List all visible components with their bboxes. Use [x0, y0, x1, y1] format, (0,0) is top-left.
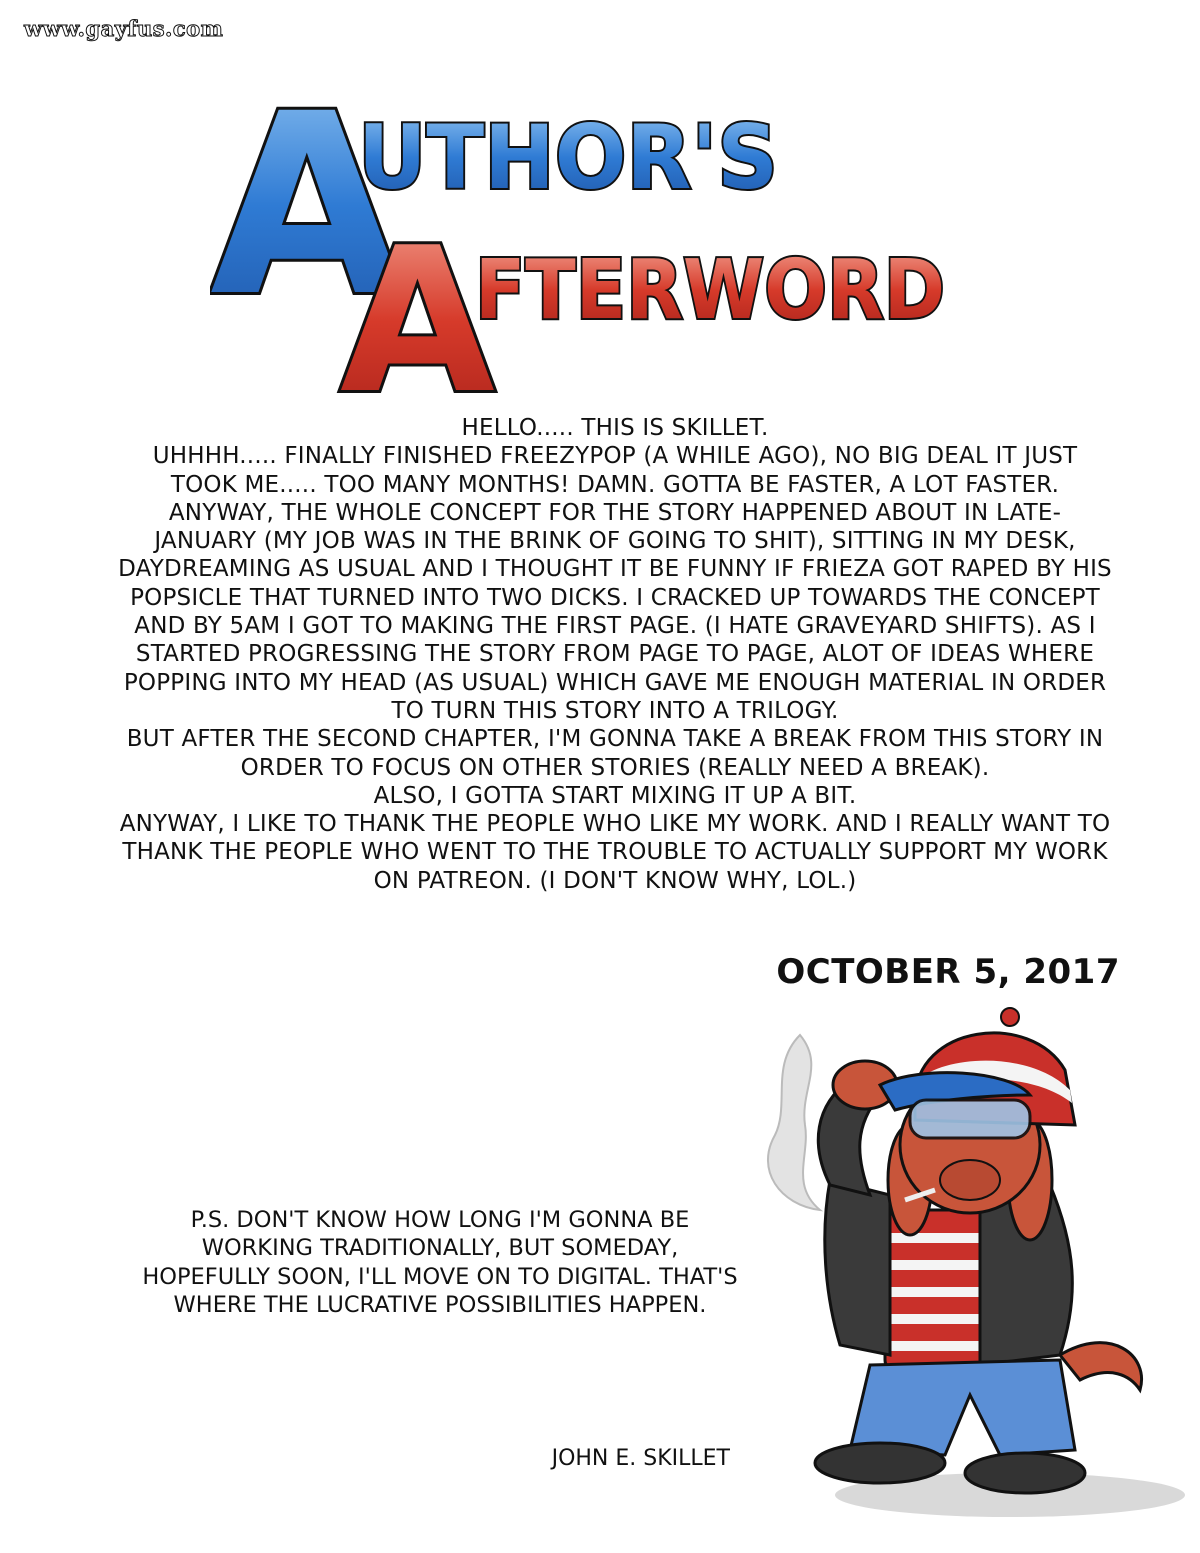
postscript: P.S. DON'T KNOW HOW LONG I'M GONNA BE WORKING TRADITIONALLY, BUT SOMEDAY, HOPEFULLY SOON, I'LL MOVE ON TO DIGITAL. THAT'S WHERE THE LUCRATIVE POSSIBILITIES HAPPEN.	[142, 1207, 738, 1319]
signature: JOHN E. SKILLET	[551, 1446, 730, 1471]
title-lettering	[210, 60, 990, 400]
jeans	[850, 1360, 1075, 1455]
title-afterword: FTERWORD	[475, 243, 945, 338]
title-big-a-red: A	[340, 205, 495, 400]
right-shoe	[965, 1453, 1085, 1493]
body-paragraph: ANYWAY, THE WHOLE CONCEPT FOR THE STORY HAPPENED ABOUT IN LATE-JANUARY (MY JOB WAS IN THE BRINK OF GOING TO SHIT), SITTING IN MY DESK, DAYDREAMING AS USUAL AND I THOUGHT IT BE FUNNY IF FRIEZA GOT RAPED BY HIS POPSICLE THAT TURNED INTO TWO DICKS. I CRACKED UP TOWARDS THE CONCEPT AND BY 5AM I GOT TO MAKING THE FIRST PAGE. (I HATE GRAVEYARD SHIFTS). AS I STARTED PROGRESSING THE STORY FROM PAGE TO PAGE, ALOT OF IDEAS WHERE POPPING INTO MY HEAD (AS USUAL) WHICH GAVE ME ENOUGH MATERIAL IN ORDER TO TURN THIS STORY INTO A TRILOGY.	[118, 499, 1112, 724]
title-authors: UTHOR'S	[358, 106, 778, 209]
left-shoe	[815, 1443, 945, 1483]
body-paragraph: ALSO, I GOTTA START MIXING IT UP A BIT.	[373, 782, 857, 809]
body-paragraph: BUT AFTER THE SECOND CHAPTER, I'M GONNA TAKE A BREAK FROM THIS STORY IN ORDER TO FOCUS ON OTHER STORIES (REALLY NEED A BREAK).	[126, 726, 1104, 781]
smoke-wisp	[768, 1035, 820, 1210]
snout	[940, 1160, 1000, 1200]
tail	[1060, 1343, 1142, 1390]
watermark: www.gayfus.com	[24, 16, 224, 41]
cap-button	[1001, 1008, 1019, 1026]
jacket-left	[825, 1180, 890, 1355]
body-paragraph: ANYWAY, I LIKE TO THANK THE PEOPLE WHO LIKE MY WORK. AND I REALLY WANT TO THANK THE PEOPLE WHO WENT TO THE TROUBLE TO ACTUALLY SUPPORT MY WORK ON PATREON. (I DON'T KNOW WHY, LOL.)	[119, 811, 1111, 894]
cartoon-dog-character-illustration	[730, 995, 1190, 1530]
afterword-body	[118, 414, 1112, 895]
title-big-a-blue: A	[210, 60, 404, 351]
date: OCTOBER 5, 2017	[776, 952, 1120, 992]
body-paragraph: UHHHH..... FINALLY FINISHED FREEZYPOP (A WHILE AGO), NO BIG DEAL IT JUST TOOK ME..... TOO MANY MONTHS! DAMN. GOTTA BE FASTER, A LOT FASTER.	[152, 443, 1078, 498]
goggles-icon	[910, 1100, 1030, 1138]
body-paragraph: HELLO..... THIS IS SKILLET.	[461, 415, 769, 441]
